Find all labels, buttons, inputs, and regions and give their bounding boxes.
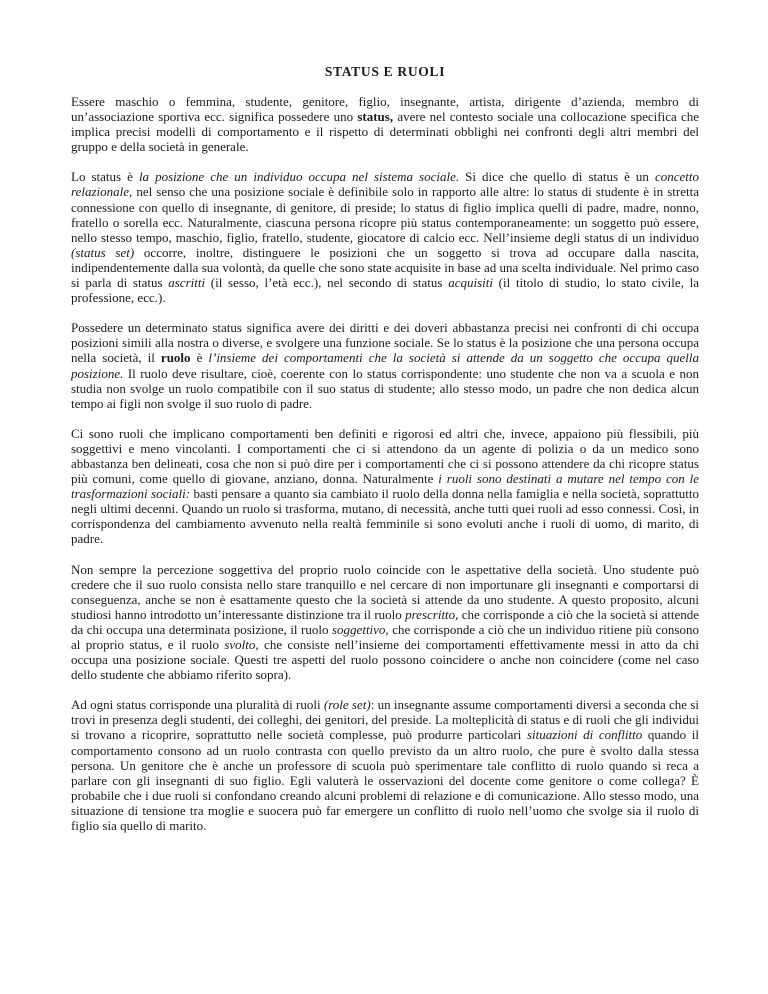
text-run: Ci sono ruoli che implicano comportamenti ben definiti e rigorosi ed altri che, invece, appaiono più flessibili, più soggettivi e meno vincolanti. I comportamenti che ci si attendono da un agente di polizia o da un medico sono abbastanza ben delineati, cosa che non si può dire per i comportamenti che ci si possono attendere da chi ricopre status più comuni, come quello di giovane, anziano, donna. Naturalmente	[71, 425, 699, 487]
document-title: STATUS E RUOLI	[324, 64, 446, 79]
text-run: Lo status è	[71, 169, 139, 185]
text-run: basti pensare a quanto sia cambiato il ruolo della donna nella famiglia e nella società, soprattutto negli ultimi decenni. Quando un ruolo si trasforma, mutano, di necessità, anche tutti quei ruoli ad esso connessi. Così, in corrispondenza del cambiamento avvenuto nella realtà femminile si sono evoluti anche i ruoli di uomo, di marito, di padre.	[71, 486, 700, 547]
text-run: (il sesso, l’età ecc.), nel secondo di status	[205, 275, 449, 291]
paragraph	[71, 169, 699, 305]
text-run: avere nel contesto sociale una collocazione specifica che implica precisi modelli di comportamento e il rispetto di determinati obblighi nei confronti degli altri membri del gruppo e della società in generale.	[71, 109, 700, 155]
text-run: che consiste nell’insieme dei comportamenti effettivamente messi in atto da chi occupa una posizione sociale. Questi tre aspetti del ruolo possono coincidere o anche non coincidere (come nel caso dello studente che abbiamo riferito sopra).	[71, 637, 699, 683]
text-run: Ad ogni status corrisponde una pluralità di ruoli	[71, 697, 324, 713]
text-run: (role set)	[323, 697, 371, 713]
paragraph	[71, 697, 699, 833]
paragraph	[71, 320, 699, 411]
text-run: nel senso che una posizione sociale è definibile solo in rapporto alle altre: lo status di studente è in stretta connessione con quello di insegnante, di genitore, di preside; lo status di figlio implica quelli di padre, madre, nonno, fratello o sorella ecc. Naturalmente, ciascuna persona ricopre più status contemporaneamente: un soggetto può essere, nello stesso tempo, maschio, figlio, fratello, studente, giocatore di calcio ecc. Nell’insieme degli status di un individuo	[71, 184, 699, 245]
text-run: Si dice che quello di status è un	[459, 169, 655, 185]
paragraph	[71, 94, 699, 154]
text-run: status,	[357, 109, 394, 125]
text-run: l’insieme dei comportamenti che la società si attende da un soggetto che occupa quella posizione.	[71, 350, 699, 381]
text-run: che corrisponde a ciò che un individuo ritiene più consono al proprio status, e il ruolo	[71, 621, 699, 652]
text-run: è	[190, 350, 209, 366]
text-run: Possedere un determinato status significa avere dei diritti e dei doveri abbastanza precisi nei confronti di chi occupa posizioni simili alla nostra o diverse, e svolgere una funzione sociale. Se lo status è la posizione che una persona occupa nella società, il	[71, 320, 699, 366]
text-run: acquisiti	[448, 275, 493, 291]
text-run: quando il comportamento consono ad un ruolo contrasta con quello previsto da un altro ruolo, che pure è svolto dalla stessa persona. Un genitore che è anche un professore di scuola può sperimentare tale conflitto di ruolo quando si reca a parlare con gli insegnanti di suo figlio. Egli valuterà le osservazioni del docente come genitore o come collega? È probabile che i due ruoli si confondano creando alcuni problemi di relazione e di comunicazione. Allo stesso modo, una situazione di tensione tra moglie e suocera può far emergere un conflitto di ruolo nell’uomo che svolge sia il ruolo di figlio sia quello di marito.	[71, 727, 699, 834]
text-run: concetto relazionale,	[71, 169, 699, 200]
text-run: Il ruolo deve risultare, cioè, coerente con lo status corrispondente: uno studente che non va a scuola e non studia non svolge un ruolo compatibile con il suo status di studente; allo stesso modo, un padre che non dedica alcun tempo ai figli non svolge il suo ruolo di padre.	[71, 365, 699, 411]
paragraph	[71, 426, 699, 547]
text-run: che corrisponde a ciò che la società si attende da chi occupa una determinata posizione, il ruolo	[71, 606, 699, 637]
text-run: : un insegnante assume comportamenti diversi a seconda che si trovi in presenza degli studenti, dei colleghi, dei genitori, del preside. La molteplicità di status e di ruoli che gli individui si trovano a ricoprire, soprattutto nelle società complesse, può produrre particolari	[71, 697, 700, 743]
text-run: Essere maschio o femmina, studente, genitore, figlio, insegnante, artista, dirigente d’azienda, membro di un’associazione sportiva ecc. significa possedere uno	[71, 94, 699, 125]
text-run: (status set)	[71, 244, 135, 260]
text-run: ruolo	[160, 350, 191, 366]
text-run: i ruoli sono destinati a mutare nel tempo con le trasformazioni sociali:	[71, 471, 699, 502]
text-run: situazioni di conflitto	[527, 727, 643, 743]
text-run: occorre, inoltre, distinguere le posizioni che un soggetto si trova ad occupare dalla nascita, indipendentemente dalla sua volontà, da quelle che sono state acquisite in base ad una scelta individuale. Nel primo caso si parla di status	[71, 244, 699, 291]
text-run: (il titolo di studio, lo stato civile, la professione, ecc.).	[71, 275, 699, 306]
text-run: ascritti	[168, 275, 206, 291]
document-body	[71, 94, 699, 833]
text-run: Non sempre la percezione soggettiva del proprio ruolo coincide con le aspettative della società. Uno studente può credere che il suo ruolo consista nello stare tranquillo e nel cercare di non importunare gli insegnanti e comportarsi di conseguenza, anche se non è esattamente questo che la società si attende da uno studente. A questo proposito, alcuni studiosi hanno introdotto un’interessante distinzione tra il ruolo	[71, 561, 699, 622]
paragraph	[71, 562, 699, 683]
text-run: svolto,	[224, 637, 259, 652]
text-run: soggettivo,	[332, 621, 389, 637]
text-run: prescritto,	[405, 606, 459, 622]
text-run: la posizione che un individuo occupa nel sistema sociale.	[138, 169, 460, 185]
